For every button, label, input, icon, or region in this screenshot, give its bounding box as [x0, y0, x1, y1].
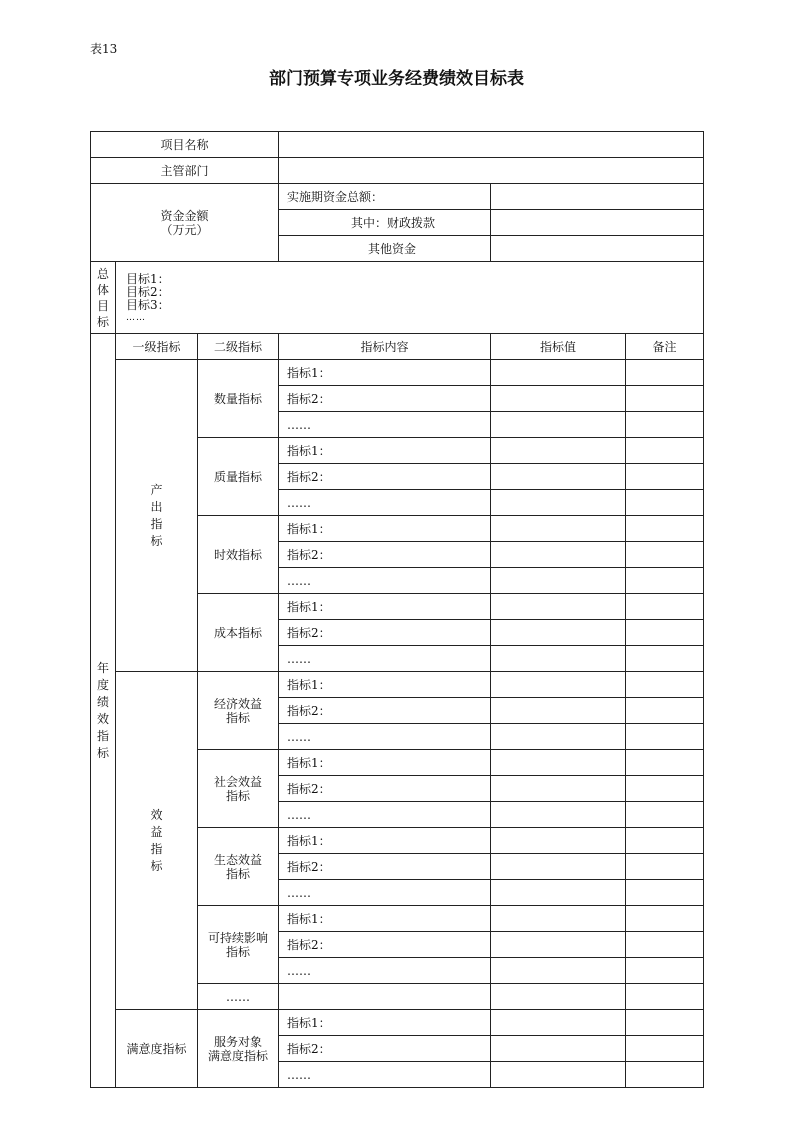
indicator-value[interactable] [491, 646, 626, 672]
indicator-value[interactable] [491, 906, 626, 932]
overall-goal-char: 体 [96, 282, 109, 297]
competent-dept-label: 主管部门 [91, 158, 279, 184]
indicator-content[interactable]: 指标1： [279, 672, 491, 698]
indicator-remark[interactable] [626, 438, 704, 464]
indicator-content[interactable]: 指标1： [279, 438, 491, 464]
goal-item: 目标1： [126, 271, 170, 286]
indicator-value[interactable] [491, 412, 626, 438]
indicator-value[interactable] [491, 464, 626, 490]
competent-dept-row [91, 158, 704, 184]
indicator-remark[interactable] [626, 386, 704, 412]
indicator-content[interactable]: 指标2： [279, 542, 491, 568]
indicator-content[interactable]: …… [279, 1062, 491, 1088]
indicator-content[interactable]: 指标1： [279, 360, 491, 386]
indicator-content[interactable]: …… [279, 880, 491, 906]
social-benefit-label [198, 750, 279, 828]
indicator-content[interactable]: 指标2： [279, 386, 491, 412]
indicator-remark[interactable] [626, 568, 704, 594]
label-line: 指标 [226, 710, 251, 725]
indicator-content[interactable]: 指标2： [279, 620, 491, 646]
indicator-content[interactable]: 指标2： [279, 932, 491, 958]
indicator-value[interactable] [491, 620, 626, 646]
benefit-char: 指 [150, 841, 163, 856]
indicator-content[interactable]: …… [279, 646, 491, 672]
annual-label-char: 年 [96, 660, 109, 675]
header-remark: 备注 [626, 334, 704, 360]
overall-goal-char: 总 [96, 266, 109, 281]
indicator-content[interactable]: 指标1： [279, 828, 491, 854]
benefit-char: 益 [150, 824, 163, 839]
annual-indicators-label [91, 334, 116, 1088]
header-level2: 二级指标 [198, 334, 279, 360]
header-content: 指标内容 [279, 334, 491, 360]
indicator-remark[interactable] [626, 776, 704, 802]
output-char: 指 [150, 516, 163, 531]
economic-benefit-label [198, 672, 279, 750]
fund-amount-label [91, 184, 279, 262]
fund-amount-text: 资金金额 [160, 208, 209, 223]
other-funds-label: 其他资金 [279, 236, 491, 262]
annual-label-char: 效 [96, 711, 109, 726]
indicator-value[interactable] [491, 672, 626, 698]
performance-target-table [90, 131, 704, 1088]
indicator-value[interactable] [491, 594, 626, 620]
other-funds-cell[interactable] [491, 236, 704, 262]
indicator-value[interactable] [491, 1010, 626, 1036]
indicator-remark[interactable] [626, 490, 704, 516]
quality-indicator-label: 质量指标 [198, 438, 279, 516]
benefit-char: 标 [150, 858, 163, 873]
indicator-value[interactable] [491, 828, 626, 854]
indicator-content[interactable]: 指标2： [279, 1036, 491, 1062]
indicator-value[interactable] [491, 1036, 626, 1062]
indicator-remark[interactable] [626, 984, 704, 1010]
project-name-cell[interactable] [279, 132, 704, 158]
indicator-row [91, 1010, 704, 1036]
indicator-content[interactable]: 指标1： [279, 594, 491, 620]
label-line: 服务对象 [214, 1034, 263, 1049]
header-level1: 一级指标 [116, 334, 198, 360]
indicator-remark[interactable] [626, 802, 704, 828]
competent-dept-cell[interactable] [279, 158, 704, 184]
indicator-remark[interactable] [626, 1062, 704, 1088]
goal-item: 目标3： [126, 297, 170, 312]
label-line: 指标 [226, 788, 251, 803]
indicator-remark[interactable] [626, 620, 704, 646]
indicator-content[interactable]: …… [279, 958, 491, 984]
timeliness-indicator-label: 时效指标 [198, 516, 279, 594]
indicator-remark[interactable] [626, 1036, 704, 1062]
indicator-value[interactable] [491, 386, 626, 412]
indicator-remark[interactable] [626, 958, 704, 984]
service-satisfaction-label [198, 1010, 279, 1088]
benefit-char: 效 [150, 807, 163, 822]
indicator-row [91, 360, 704, 386]
indicator-content[interactable]: …… [279, 412, 491, 438]
indicator-remark[interactable] [626, 880, 704, 906]
fiscal-funds-label: 其中：财政拨款 [279, 210, 491, 236]
header-value: 指标值 [491, 334, 626, 360]
indicator-value[interactable] [491, 490, 626, 516]
indicator-value[interactable] [491, 880, 626, 906]
indicator-content[interactable]: 指标1： [279, 1010, 491, 1036]
indicator-remark[interactable] [626, 854, 704, 880]
output-char: 出 [150, 499, 163, 514]
indicator-value[interactable] [491, 750, 626, 776]
overall-goal-row [91, 262, 704, 334]
annual-label-char: 度 [96, 677, 109, 692]
label-line: 可持续影响 [208, 930, 269, 945]
indicator-remark[interactable] [626, 1010, 704, 1036]
indicator-content[interactable]: 指标1： [279, 516, 491, 542]
indicator-content[interactable]: 指标1： [279, 906, 491, 932]
table-number: 表13 [90, 42, 118, 56]
indicator-remark[interactable] [626, 542, 704, 568]
indicator-content[interactable]: …… [279, 490, 491, 516]
indicator-content[interactable] [279, 984, 491, 1010]
indicator-value[interactable] [491, 776, 626, 802]
fund-unit-text: （万元） [160, 222, 209, 237]
label-line: 满意度指标 [208, 1048, 269, 1063]
indicator-value[interactable] [491, 568, 626, 594]
indicator-remark[interactable] [626, 516, 704, 542]
indicator-content[interactable]: 指标2： [279, 698, 491, 724]
indicator-row [91, 672, 704, 698]
indicator-remark[interactable] [626, 906, 704, 932]
indicator-value[interactable] [491, 698, 626, 724]
indicator-remark[interactable] [626, 698, 704, 724]
indicator-content[interactable]: 指标2： [279, 776, 491, 802]
total-funds-cell[interactable] [491, 184, 704, 210]
indicator-content[interactable]: …… [279, 568, 491, 594]
indicator-content[interactable]: 指标2： [279, 854, 491, 880]
overall-goal-char: 目 [96, 298, 109, 313]
indicator-value[interactable] [491, 854, 626, 880]
satisfaction-indicators-label: 满意度指标 [116, 1010, 198, 1088]
indicator-remark[interactable] [626, 594, 704, 620]
sustainable-impact-label [198, 906, 279, 984]
overall-goal-label [91, 262, 116, 334]
annual-label-char: 绩 [96, 694, 109, 709]
fiscal-funds-cell[interactable] [491, 210, 704, 236]
indicator-remark[interactable] [626, 646, 704, 672]
project-name-label: 项目名称 [91, 132, 279, 158]
indicator-value[interactable] [491, 360, 626, 386]
output-indicators-label [116, 360, 198, 672]
benefit-indicators-label [116, 672, 198, 1010]
indicator-content[interactable]: …… [279, 724, 491, 750]
output-char: 标 [150, 533, 163, 548]
indicator-value[interactable] [491, 932, 626, 958]
cost-indicator-label: 成本指标 [198, 594, 279, 672]
label-line: 指标 [226, 944, 251, 959]
indicator-value[interactable] [491, 984, 626, 1010]
indicator-value[interactable] [491, 802, 626, 828]
goal-item: 目标2： [126, 284, 170, 299]
goal-item: …… [126, 312, 146, 323]
overall-goal-content[interactable] [116, 262, 704, 334]
indicator-remark[interactable] [626, 932, 704, 958]
project-name-row [91, 132, 704, 158]
indicator-value[interactable] [491, 958, 626, 984]
annual-label-char: 指 [96, 728, 109, 743]
indicator-content[interactable]: 指标2： [279, 464, 491, 490]
quantity-indicator-label: 数量指标 [198, 360, 279, 438]
indicator-remark[interactable] [626, 672, 704, 698]
label-line: 社会效益 [214, 774, 263, 789]
indicator-remark[interactable] [626, 724, 704, 750]
indicator-remark[interactable] [626, 360, 704, 386]
ecological-benefit-label [198, 828, 279, 906]
label-line: 指标 [226, 866, 251, 881]
benefit-more-label: …… [198, 984, 279, 1010]
indicator-value[interactable] [491, 1062, 626, 1088]
indicator-remark[interactable] [626, 750, 704, 776]
indicator-content[interactable]: …… [279, 802, 491, 828]
indicator-header-row [91, 334, 704, 360]
indicator-content[interactable]: 指标1： [279, 750, 491, 776]
fund-total-row [91, 184, 704, 210]
indicator-value[interactable] [491, 516, 626, 542]
indicator-remark[interactable] [626, 412, 704, 438]
indicator-value[interactable] [491, 724, 626, 750]
indicator-remark[interactable] [626, 464, 704, 490]
label-line: 生态效益 [214, 852, 263, 867]
indicator-value[interactable] [491, 438, 626, 464]
indicator-value[interactable] [491, 542, 626, 568]
annual-label-char: 标 [96, 745, 109, 760]
total-funds-label: 实施期资金总额： [279, 184, 491, 210]
label-line: 经济效益 [214, 696, 263, 711]
overall-goal-char: 标 [96, 314, 109, 329]
output-char: 产 [150, 482, 163, 497]
page-title: 部门预算专项业务经费绩效目标表 [269, 69, 524, 89]
indicator-remark[interactable] [626, 828, 704, 854]
